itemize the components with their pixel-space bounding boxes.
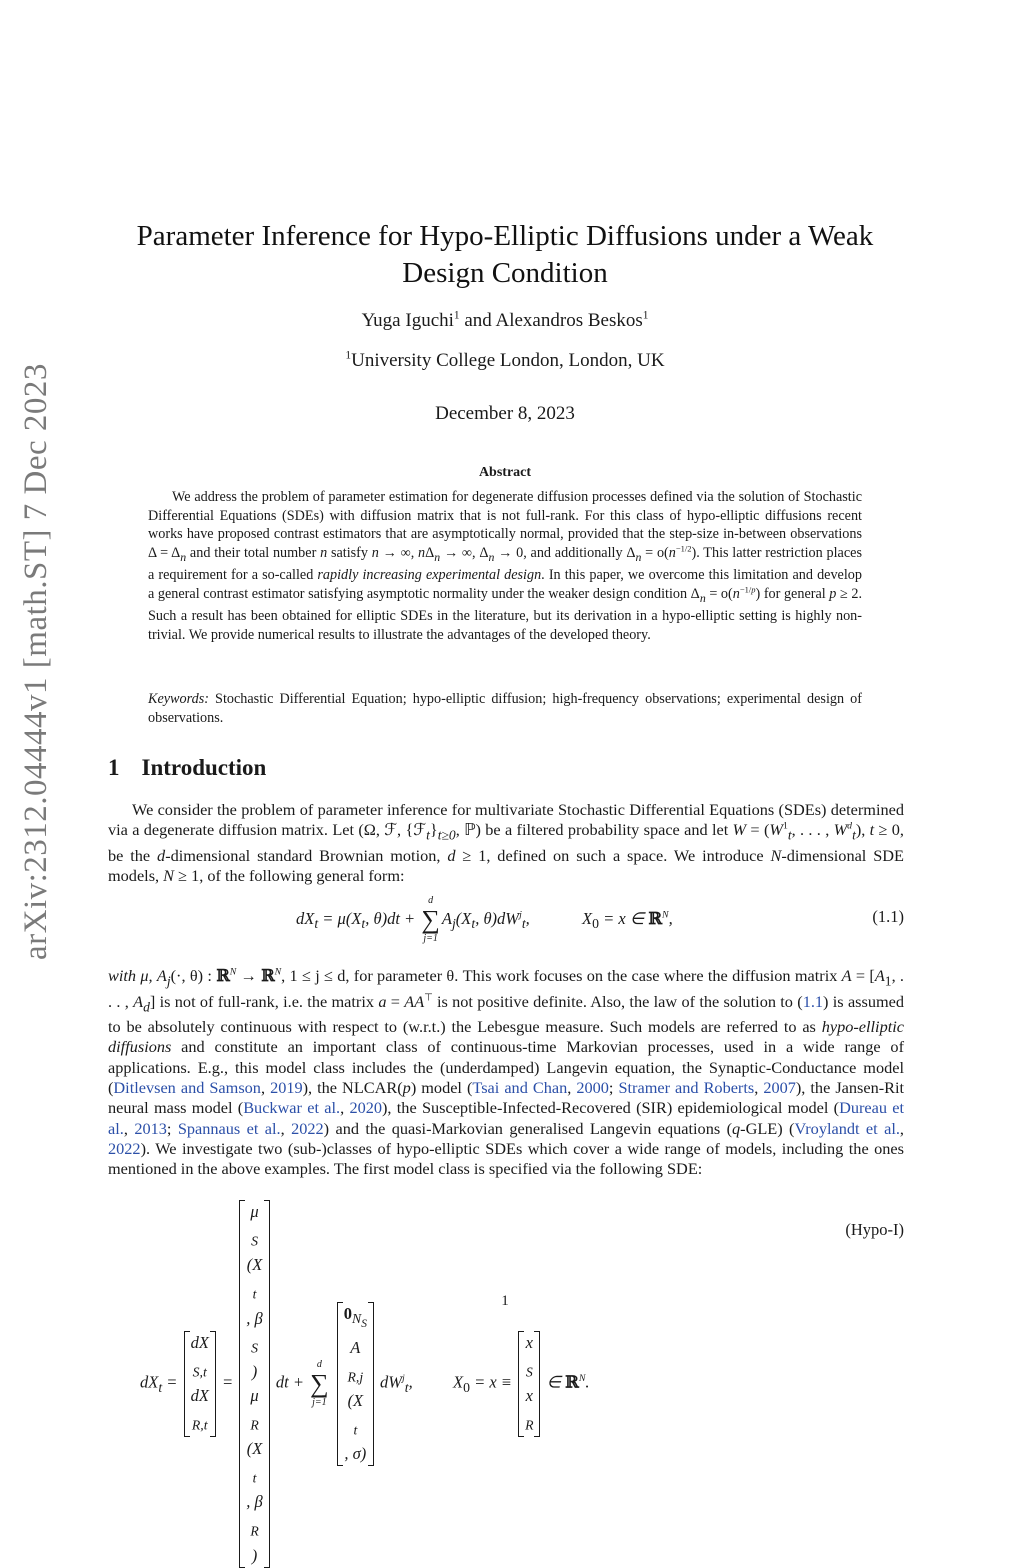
paragraph: We consider the problem of parameter inference for multivariate Stochastic Differential Equations (SDEs) determined via a degenerate diffusion matrix. Let (Ω, ℱ, $\{ℱ_t\}_{t\ge 0}$, ℙ) be a filtered probability space and let $W = (W^1_t$, . . . , $W^d_t$), t ≥ 0, be the d-dimensional standard Brownian motion, d ≥ 1, defined on such a space. We introduce N-dimensional SDE models, N ≥ 1, of the following general form: [108, 800, 905, 886]
summation-symbol: d ∑ j=1 [310, 1358, 329, 1408]
arxiv-identifier-stamp: arXiv:2312.04444v1 [math.ST] 7 Dec 2023 [18, 363, 54, 960]
citation-link[interactable]: Spannaus et al. [177, 1118, 281, 1138]
equation-hypo-i: $dX_t$ = dX $_{S,t}$ dX $_{R,t}$ = μ $_S$ (X $_t$ , β $_S$ ) μ $_R$ (X $_t$ , β $_R$ ) dt + d ∑ j=1 $0_{N_S}$ A $_{R,j}$ (X $_t$ , σ) $dW^j_t$, $X_0 = x$ ≡ x $_S$ x $_R$ ∈ ℝ$^N$. (Hypo-I) [108, 1200, 904, 1260]
author-name: Alexandros Beskos [495, 310, 643, 331]
citation-year-link[interactable]: 2013 [134, 1118, 167, 1138]
citation-year-link[interactable]: 2022 [291, 1118, 324, 1138]
abstract-heading: Abstract [478, 465, 532, 480]
emphasis: rapidly increasing experimental design [317, 567, 542, 584]
paper-title: Parameter Inference for Hypo-Elliptic Diffusions under a Weak Design Condition [136, 220, 874, 289]
paragraph: with μ, $A_j(\cdot$, θ) : ℝ$^N$ → ℝ$^N$, 1 ≤ j ≤ d, for parameter θ. This work focuses on the case where the diffusion matrix $A = [A_1$, . . . , $A_d$] is not of full-rank, i.e. the matrix a = AA⊤ is not positive definite. Also, the law of the solution to (1.1) is assumed to be absolutely continuous with respect to (w.r.t.) the Lebesgue measure. Such models are referred to as hypo-elliptic diffusions and constitute an important class of continuous-time Markovian processes, used in a wide range of applications. E.g., this model class includes the (underdamped) Langevin equation, the Synaptic-Conductance model (Ditlevsen and Samson, 2019), the NLCAR(p) model (Tsai and Chan, 2000; Stramer and Roberts, 2007), the Jansen-Rit neural mass model (Buckwar et al., 2020), the Susceptible-Infected-Recovered (SIR) epidemiological model (Dureau et al., 2013; Spannaus et al., 2022) and the quasi-Markovian generalised Langevin equations (q-GLE) (Vroylandt et al., 2022). We investigate two (sub-)classes of hypo-elliptic SDEs which cover a wide range of models, including the ones mentioned in the above examples. The first model class is specified via the following SDE: [108, 966, 905, 1179]
author-line: Yuga Iguchi$^1$ and Alexandros Beskos$^1$ [361, 309, 649, 331]
abstract-text: We address the problem of parameter estimation for degenerate diffusion processes defined via the solution of Stochastic Differential Equations (SDEs) with diffusion matrix that is not full-rank. For this class of hypo-elliptic diffusions recent works have proposed contrast estimators that are asymptotically normal, provided that the step-size in-between observations $\Delta = \Delta_n$ and their total number n satisfy n → ∞, $n\Delta_n$ → ∞, $\Delta_n \to 0$, and additionally $\Delta_n = o(n^{-1/2})$. This latter restriction places a requirement for a so-called rapidly increasing experimental design. In this paper, we overcome this limitation and develop a general contrast estimator satisfying asymptotic normality under the weaker design condition $\Delta_n = o(n^{-1/p})$ for general p ≥ 2. Such a result has been obtained for elliptic SDEs in the literature, but its derivation in a hypo-elliptic setting is highly non-trivial. We provide numerical results to illustrate the advantages of the developed theory. [148, 489, 863, 643]
author-name: Yuga Iguchi [361, 310, 454, 331]
citation-year-link[interactable]: 2000 [576, 1077, 609, 1097]
section-heading [108, 755, 266, 781]
citation-link[interactable]: Vroylandt et al. [794, 1118, 900, 1138]
keywords-label: Keywords: [148, 691, 209, 707]
summation-symbol: d ∑ j=1 [421, 895, 440, 944]
citation-link[interactable]: Stramer and Roberts [618, 1077, 755, 1097]
equation-1-1: $dX_t = \mu(X_t$, θ)dt + d ∑ j=1 $A_j(X_t$, $\theta)dW^j_t$, $X_0 = x$ ∈ ℝ$^N$, (1.1) [296, 895, 904, 944]
matrix: dX $_{S,t}$ dX $_{R,t}$ [184, 1331, 216, 1438]
citation-year-link[interactable]: 2022 [108, 1138, 141, 1158]
citation-year-link[interactable]: 2020 [349, 1098, 383, 1118]
equation-number: (1.1) [872, 907, 904, 926]
keywords: Keywords: Stochastic Differential Equation; hypo-elliptic diffusion; high-frequency observations; experimental design of observations. [148, 691, 862, 726]
matrix: x $_S$ x $_R$ [518, 1331, 540, 1438]
citation-link[interactable]: Ditlevsen and Samson [113, 1077, 261, 1097]
citation-link[interactable]: Tsai and Chan [472, 1077, 568, 1097]
citation-year-link[interactable]: 2019 [270, 1077, 303, 1097]
equation-reference-link[interactable]: 1.1 [802, 991, 824, 1011]
citation-link[interactable]: Dureau et al. [108, 1098, 905, 1138]
matrix: $0_{N_S}$ A $_{R,j}$ (X $_t$ , σ) [337, 1302, 374, 1467]
citation-link[interactable]: Buckwar et al. [243, 1098, 341, 1118]
citation-year-link[interactable]: 2007 [763, 1077, 796, 1097]
section-number: 1 [108, 755, 120, 780]
paper-date: December 8, 2023 [435, 403, 575, 424]
matrix: μ $_S$ (X $_t$ , β $_S$ ) μ $_R$ (X $_t$ , β $_R$ ) [239, 1200, 269, 1568]
page-number: 1 [501, 1293, 509, 1309]
affiliation: $^1$University College London, London, UK [345, 349, 665, 371]
section-title: Introduction [141, 755, 267, 780]
equation-number: (Hypo-I) [845, 1220, 904, 1239]
